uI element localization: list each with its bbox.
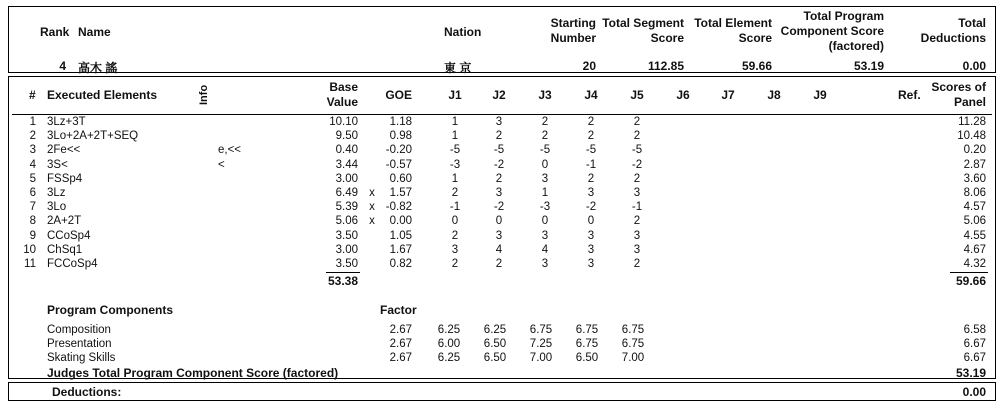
judges-total-pcs-value: 53.19 xyxy=(955,366,986,380)
component-judge-j3: 6.75 xyxy=(529,324,553,336)
element-code: 3S< xyxy=(47,158,68,171)
panel-score: 4.57 xyxy=(963,201,986,214)
factor-header: Factor xyxy=(380,303,417,317)
panel-score: 5.06 xyxy=(963,215,986,228)
judge-score-j3: -3 xyxy=(539,201,551,214)
judge-score-j4: -2 xyxy=(585,201,597,214)
program-components-title: Program Components xyxy=(47,303,174,317)
num-header: # xyxy=(29,88,36,102)
panel-score: 4.67 xyxy=(963,243,986,256)
judge-score-j3: -5 xyxy=(539,144,551,157)
judges-total-pcs-label: Judges Total Program Component Score (factored) xyxy=(47,366,339,380)
judge-header-j9: J9 xyxy=(813,88,827,102)
judge-score-j5: 2 xyxy=(633,215,641,228)
judge-score-j1: 0 xyxy=(451,215,459,228)
element-code: 3Lz+3T xyxy=(47,116,86,128)
component-judge-j4: 6.50 xyxy=(575,352,599,364)
judge-score-j3: 2 xyxy=(541,116,549,128)
element-code: 3Lo xyxy=(47,201,67,214)
goe-value: 0.60 xyxy=(389,172,412,185)
element-code: 3Lo+2A+2T+SEQ xyxy=(47,130,139,143)
row-number: 3 xyxy=(29,144,36,157)
component-name: Composition xyxy=(47,324,111,336)
element-info: e,<< xyxy=(218,144,242,157)
base-value-header: Base Value xyxy=(326,80,358,109)
rank-value: 4 xyxy=(59,59,66,73)
judge-score-j5: 2 xyxy=(633,172,641,185)
component-score: 6.58 xyxy=(963,324,986,336)
goe-value: 1.67 xyxy=(389,243,412,256)
score-total-rule xyxy=(950,272,988,273)
goe-header: GOE xyxy=(385,88,412,102)
base-value: 3.00 xyxy=(335,243,358,256)
component-judge-j5: 6.75 xyxy=(621,338,645,350)
component-name: Presentation xyxy=(47,338,112,350)
panel-score: 2.87 xyxy=(963,158,986,171)
skater-name: 高木 謠 xyxy=(78,61,118,75)
tes-header: Total Element Score xyxy=(694,16,772,45)
base-value: 5.39 xyxy=(335,201,358,214)
component-judge-j2: 6.50 xyxy=(483,352,507,364)
bv-bonus-mark: x xyxy=(369,201,375,214)
component-judge-j2: 6.25 xyxy=(483,324,507,336)
judge-score-j3: 3 xyxy=(541,258,549,270)
judge-score-j2: -5 xyxy=(493,144,505,157)
base-total-rule xyxy=(326,272,360,273)
judge-score-j4: 3 xyxy=(587,187,595,199)
tpcs-header: Total Program Component Score (factored) xyxy=(780,9,884,53)
component-judge-j1: 6.00 xyxy=(437,338,461,350)
nation-value: 東 京 xyxy=(444,61,472,75)
row-number: 9 xyxy=(29,229,36,242)
component-score: 6.67 xyxy=(963,352,986,364)
judge-score-j1: 2 xyxy=(451,187,459,199)
judge-score-j1: -3 xyxy=(449,158,461,171)
panel-score: 10.48 xyxy=(957,130,986,143)
row-number: 4 xyxy=(29,158,36,171)
judge-score-j4: 2 xyxy=(587,130,595,143)
judge-score-j4: 3 xyxy=(587,229,595,242)
base-value: 3.50 xyxy=(335,258,358,270)
component-judge-j5: 6.75 xyxy=(621,324,645,336)
judge-score-j5: 2 xyxy=(633,258,641,270)
component-judge-j2: 6.50 xyxy=(483,338,507,350)
base-value-total: 53.38 xyxy=(327,274,358,288)
goe-value: 0.98 xyxy=(389,130,412,143)
tes-value: 59.66 xyxy=(741,59,772,73)
component-factor: 2.67 xyxy=(389,352,412,364)
judge-score-j3: 0 xyxy=(541,215,549,228)
element-code: CCoSp4 xyxy=(47,229,91,242)
element-code: FSSp4 xyxy=(47,172,83,185)
base-value: 3.44 xyxy=(335,158,358,171)
judge-header-j7: J7 xyxy=(721,88,735,102)
judge-score-j4: 2 xyxy=(587,172,595,185)
judge-score-j2: -2 xyxy=(493,158,505,171)
judge-score-j1: -1 xyxy=(449,201,461,214)
judge-score-j1: -5 xyxy=(449,144,461,157)
element-info: < xyxy=(218,158,225,171)
tss-header: Total Segment Score xyxy=(602,16,684,45)
info-header: Info xyxy=(198,84,210,105)
panel-score: 8.06 xyxy=(963,187,986,199)
row-number: 5 xyxy=(29,172,36,185)
name-header: Name xyxy=(78,25,111,39)
component-score: 6.67 xyxy=(963,338,986,350)
judge-score-j5: 3 xyxy=(633,243,641,256)
judge-score-j3: 3 xyxy=(541,172,549,185)
component-judge-j1: 6.25 xyxy=(437,352,461,364)
row-number: 11 xyxy=(24,258,36,270)
judge-score-j3: 0 xyxy=(541,158,549,171)
executed-elements-header: Executed Elements xyxy=(47,88,158,102)
judge-score-j3: 2 xyxy=(541,130,549,143)
judge-score-j2: 3 xyxy=(495,187,503,199)
goe-value: -0.57 xyxy=(385,158,412,171)
deductions-box xyxy=(8,382,996,401)
judge-score-j5: 3 xyxy=(633,187,641,199)
judge-header-j1: J1 xyxy=(448,88,462,102)
ref-header: Ref. xyxy=(898,88,921,102)
elements-score-total: 59.66 xyxy=(955,274,986,288)
goe-value: 1.18 xyxy=(389,116,412,128)
judge-score-j5: 3 xyxy=(633,229,641,242)
row-number: 10 xyxy=(23,243,36,256)
deductions-value: 0.00 xyxy=(962,385,986,399)
total-deductions-value: 0.00 xyxy=(962,59,986,73)
goe-value: 0.00 xyxy=(389,215,412,228)
component-judge-j1: 6.25 xyxy=(437,324,461,336)
goe-value: 0.82 xyxy=(389,258,412,270)
scores-of-panel-header: Scores of Panel xyxy=(931,80,986,109)
bv-bonus-mark: x xyxy=(369,215,375,228)
judge-score-j2: 4 xyxy=(495,243,503,256)
row-number: 8 xyxy=(29,215,36,228)
tpcs-value: 53.19 xyxy=(853,59,884,73)
panel-score: 0.20 xyxy=(963,144,986,157)
judge-score-j4: -1 xyxy=(585,158,597,171)
judge-score-j4: 3 xyxy=(587,258,595,270)
component-factor: 2.67 xyxy=(389,324,412,336)
judge-score-j3: 1 xyxy=(541,187,549,199)
row-number: 6 xyxy=(29,187,36,199)
element-code: FCCoSp4 xyxy=(47,258,98,270)
goe-value: -0.20 xyxy=(385,144,412,157)
element-code: ChSq1 xyxy=(47,243,83,256)
nation-header: Nation xyxy=(444,25,482,39)
element-code: 2Fe<< xyxy=(47,144,81,157)
judge-score-j5: -2 xyxy=(631,158,643,171)
judge-score-j1: 2 xyxy=(451,258,459,270)
row-number: 1 xyxy=(29,116,36,128)
component-judge-j4: 6.75 xyxy=(575,338,599,350)
judge-score-j1: 1 xyxy=(451,130,459,143)
judge-score-j2: 2 xyxy=(495,172,503,185)
judge-score-j5: -5 xyxy=(631,144,643,157)
tss-value: 112.85 xyxy=(647,59,684,73)
judge-header-j4: J4 xyxy=(584,88,598,102)
component-judge-j4: 6.75 xyxy=(575,324,599,336)
row-number: 7 xyxy=(29,201,36,214)
component-name: Skating Skills xyxy=(47,352,116,364)
rank-header: Rank xyxy=(40,25,70,39)
component-judge-j5: 7.00 xyxy=(621,352,645,364)
judge-score-j2: 2 xyxy=(495,258,503,270)
base-value: 6.49 xyxy=(335,187,358,199)
judge-header-j2: J2 xyxy=(492,88,506,102)
header-underline xyxy=(12,114,992,115)
judge-header-j5: J5 xyxy=(630,88,644,102)
goe-value: 1.05 xyxy=(389,229,412,242)
judge-score-j1: 2 xyxy=(451,229,459,242)
judge-score-j2: 3 xyxy=(495,229,503,242)
base-value: 9.50 xyxy=(335,130,358,143)
base-value: 10.10 xyxy=(329,116,358,128)
starting-number-header: Starting Number xyxy=(550,16,596,45)
starting-number-value: 20 xyxy=(582,59,596,73)
row-number: 2 xyxy=(29,130,36,143)
component-judge-j3: 7.25 xyxy=(529,338,553,350)
panel-score: 4.32 xyxy=(963,258,986,270)
judge-score-j2: 0 xyxy=(495,215,503,228)
judge-score-j2: 3 xyxy=(495,116,503,128)
judge-score-j4: 2 xyxy=(587,116,595,128)
component-judge-j3: 7.00 xyxy=(529,352,553,364)
judge-score-j2: -2 xyxy=(493,201,505,214)
judge-score-j5: 2 xyxy=(633,130,641,143)
base-value: 5.06 xyxy=(335,215,358,228)
base-value: 3.00 xyxy=(335,172,358,185)
element-code: 3Lz xyxy=(47,187,66,199)
panel-score: 11.28 xyxy=(958,116,986,128)
judge-header-j8: J8 xyxy=(767,88,781,102)
judge-header-j6: J6 xyxy=(676,88,690,102)
judge-score-j5: 2 xyxy=(633,116,641,128)
judge-score-j3: 4 xyxy=(541,243,549,256)
element-code: 2A+2T xyxy=(47,215,82,228)
panel-score: 4.55 xyxy=(963,229,986,242)
bv-bonus-mark: x xyxy=(369,187,375,199)
goe-value: 1.57 xyxy=(389,187,412,199)
judge-score-j1: 3 xyxy=(451,243,459,256)
judge-score-j4: 3 xyxy=(587,243,595,256)
base-value: 3.50 xyxy=(335,229,358,242)
component-factor: 2.67 xyxy=(389,338,412,350)
deductions-label: Deductions: xyxy=(52,385,122,399)
judge-score-j1: 1 xyxy=(451,116,459,128)
judge-score-j5: -1 xyxy=(631,201,643,214)
total-deductions-header: Total Deductions xyxy=(920,16,986,45)
judge-score-j4: 0 xyxy=(587,215,595,228)
judge-score-j2: 2 xyxy=(495,130,503,143)
goe-value: -0.82 xyxy=(385,201,412,214)
base-value: 0.40 xyxy=(335,144,358,157)
judge-header-j3: J3 xyxy=(538,88,552,102)
judge-score-j4: -5 xyxy=(585,144,597,157)
judge-score-j1: 1 xyxy=(451,172,459,185)
panel-score: 3.60 xyxy=(963,172,986,185)
judge-score-j3: 3 xyxy=(541,229,549,242)
